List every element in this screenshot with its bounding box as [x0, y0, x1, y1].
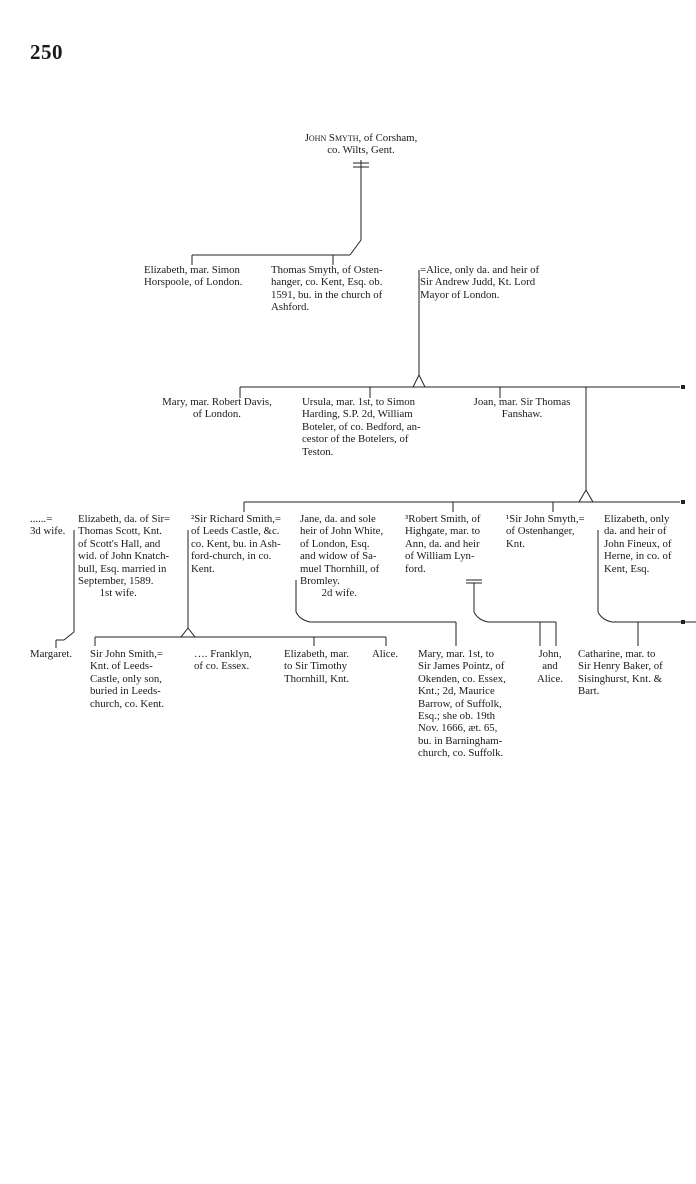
gen4-elizabeth-scott: Elizabeth, da. of Sir= Thomas Scott, Knt. of Scott's Hall, and wid. of John Knatch- bull, Esq. married in September, 1589. 1st wife.: [78, 513, 171, 600]
gen5-mary-pointz: Mary, mar. 1st, to Sir James Pointz, of Okenden, co. Essex, Knt.; 2d, Maurice Barrow, of Suffolk, Esq.; she ob. 19th Nov. 1666, æt. 65, bu. in Barningham- church, co. Suffolk.: [418, 648, 506, 760]
page-number: 250: [30, 40, 63, 64]
gen4-elizabeth-fineux: Elizabeth, only da. and heir of John Fineux, of Herne, in co. of Kent, Esq.: [604, 513, 672, 575]
root-rest: , of Corsham,: [358, 132, 418, 144]
gen3-ursula: Ursula, mar. 1st, to Simon Harding, S.P. 2d, William Boteler, of co. Bedford, an- cestor of the Botelers, of Teston.: [302, 396, 421, 458]
gen2-alice-judd: =Alice, only da. and heir of Sir Andrew Judd, Kt. Lord Mayor of London.: [420, 264, 540, 301]
gen2-elizabeth: Elizabeth, mar. Simon Horspoole, of London.: [144, 264, 243, 289]
gen3-joan: Joan, mar. Sir Thomas Fanshaw.: [473, 396, 571, 421]
gen3-mary-davis: Mary, mar. Robert Davis, of London.: [162, 396, 272, 421]
gen4-sir-richard-smith: ²Sir Richard Smith,= of Leeds Castle, &c. co. Kent, bu. in Ash- ford-church, in co. Kent.: [191, 513, 282, 575]
root-line2: co. Wilts, Gent.: [327, 144, 395, 157]
gen5-catharine: Catharine, mar. to Sir Henry Baker, of Sisinghurst, Knt. & Bart.: [578, 648, 663, 698]
gen4-dots-third-wife: ......= 3d wife.: [30, 513, 66, 538]
gen5-alice: Alice.: [372, 648, 399, 660]
gen4-jane-white: Jane, da. and sole heir of John White, of London, Esq. and widow of Sa- muel Thornhill, of Bromley. 2d wife.: [300, 513, 384, 600]
gen4-sir-john-smyth: ¹Sir John Smyth,= of Ostenhanger, Knt.: [506, 513, 585, 550]
root-name: John Smyth: [304, 132, 359, 144]
gen5-john-and-alice: John, and Alice.: [536, 648, 564, 685]
gen4-robert-smith: ³Robert Smith, of Highgate, mar. to Ann, da. and heir of William Lyn- ford.: [405, 513, 481, 575]
root-person: [258, 132, 464, 157]
gen2-thomas-smyth: Thomas Smyth, of Osten- hanger, co. Kent, Esq. ob. 1591, bu. in the church of Ashford.: [271, 264, 383, 314]
gen5-margaret: Margaret.: [30, 648, 73, 660]
gen5-sir-john-smith: Sir John Smith,= Knt. of Leeds- Castle, only son, buried in Leeds- church, co. Kent.: [90, 648, 165, 710]
gen5-elizabeth-thornhill: Elizabeth, mar. to Sir Timothy Thornhill, Knt.: [284, 648, 350, 685]
gen5-franklyn: …. Franklyn, of co. Essex.: [194, 648, 252, 673]
